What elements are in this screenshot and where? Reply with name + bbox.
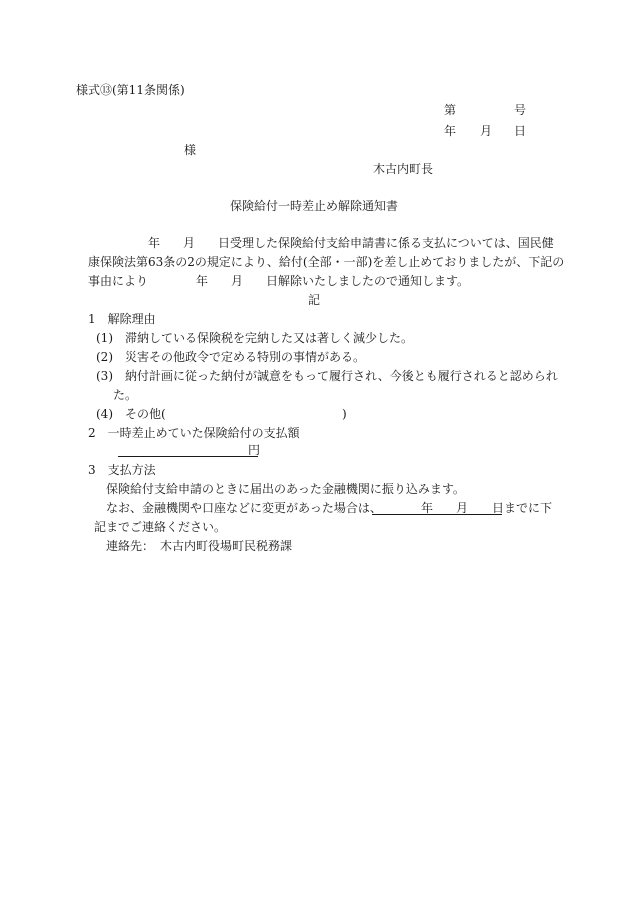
section3-heading: 3 支払方法 [88,463,156,477]
ki-marker: 記 [308,293,321,307]
issue-date-day: 日 [514,124,527,138]
reason4-number: (4) [96,407,113,421]
body-line3-text: 日解除いたしましたので通知します。 [266,274,470,288]
number-suffix: 号 [514,103,527,117]
reason2-text: 災害その他政令で定める特別の事情がある。 [125,350,366,364]
section2-heading: 2 一時差止めていた保険給付の支払額 [88,426,300,440]
reason1-text: 滞納している保険税を完納した又は著しく減少した。 [125,331,414,345]
body-line3-year: 年 [196,274,209,288]
number-prefix: 第 [444,103,457,117]
reason4-text: その他( [125,407,166,421]
section3-line2-start: なお、金融機関や口座などに変更があった場合は、 [106,501,382,515]
issue-date-year: 年 [444,124,457,138]
reason3-continuation: た。 [113,388,138,402]
reason1-number: (1) [96,331,113,345]
section1-heading: 1 解除理由 [88,312,156,326]
section3-line3: 記までご連絡ください。 [94,520,227,534]
reason3-number: (3) [96,369,113,383]
reason4-close-paren: ) [342,407,347,421]
reason2-number: (2) [96,350,113,364]
deadline-year: 年 [421,501,434,515]
amount-unit: 円 [248,443,261,457]
amount-underline [118,456,258,457]
deadline-day-text: 日までに下 [492,501,553,515]
body-line1-month: 月 [183,236,196,250]
body-line2-text: 康保険法第63条の2の規定により、給付(全部・一部)を差し止めておりましたが、下記の [88,255,565,269]
body-line1-year: 年 [148,236,161,250]
form-label: 様式⑬(第11条関係) [76,83,185,97]
deadline-month: 月 [456,501,469,515]
contact-info: 連絡先： 木古内町役場町民税務課 [106,539,293,553]
issuer-name: 木古内町長 [373,162,434,176]
addressee-suffix: 様 [184,143,197,157]
body-line3-month: 月 [231,274,244,288]
reason3-text: 納付計画に従った納付が誠意をもって履行され、今後とも履行されると認められ [125,369,558,383]
section3-line1: 保険給付支給申請のときに届出のあった金融機関に振り込みます。 [106,482,465,496]
document-title: 保険給付一時差止め解除通知書 [230,199,399,213]
deadline-underline [372,514,502,515]
body-line3-start: 事由により [88,274,149,288]
body-line1-text: 日受理した保険給付支給申請書に係る支払については、国民健 [218,236,554,250]
issue-date-month: 月 [480,124,493,138]
